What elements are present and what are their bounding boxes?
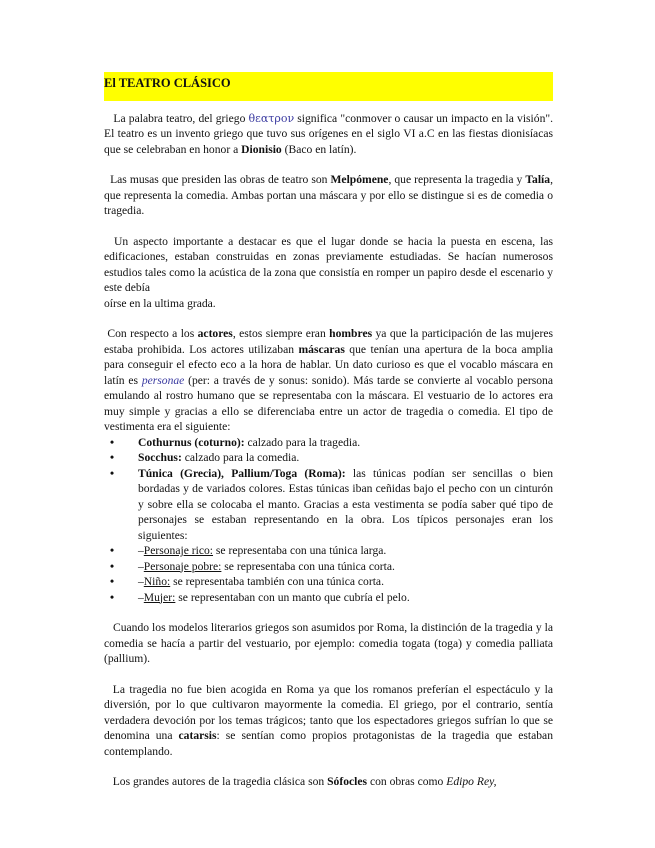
text: las túnicas podían ser sencillas o bien bordadas y de variados colores. Estas túnicas iban ceñidas bajo el pecho con un cinturón y sobre ella se colocaba el manto. Gracias a esta vestimenta se podía saber qué tipo de personajes se estaban representando en la obra. Los típicos personajes eran los siguientes: xyxy=(138,466,553,542)
text: se representaba con una túnica corta. xyxy=(221,559,395,573)
text: se representaba con una túnica larga. xyxy=(213,544,387,557)
text: , estos siempre eran xyxy=(232,327,330,340)
text: Con respecto a los xyxy=(107,327,198,340)
text: La palabra teatro, del griego xyxy=(113,111,249,125)
bold-term: máscaras xyxy=(298,342,345,356)
bullet-icon: • xyxy=(110,559,115,573)
italic-term: personae xyxy=(141,373,185,387)
bold-term: Melpómene xyxy=(330,173,389,186)
underlined-term: Personaje pobre: xyxy=(143,559,222,573)
list-item xyxy=(104,450,553,466)
dash: – xyxy=(138,575,144,588)
bullet-icon: • xyxy=(110,435,115,449)
text: que tenían una apertura de la boca amplia para conseguir el efecto eco a la hora de hablar. Un dato curioso es que el vocablo máscara en latín es xyxy=(104,342,553,387)
text: (Baco en latín). xyxy=(281,142,357,156)
bold-term: Dionisio xyxy=(241,142,282,156)
bullet-icon: • xyxy=(110,575,115,588)
text: Los grandes autores de la tragedia clásica son xyxy=(112,775,328,788)
dash: – xyxy=(138,590,144,604)
bullet-icon: • xyxy=(110,544,115,557)
paragraph-rome xyxy=(104,620,553,667)
paragraph-authors xyxy=(104,774,553,790)
bullet-icon: • xyxy=(110,451,115,464)
bold-term: catarsis xyxy=(178,729,217,742)
list-item xyxy=(104,559,553,575)
text: calzado para la comedia. xyxy=(181,451,300,464)
bold-term: Túnica (Grecia), Pallium/Toga (Roma): xyxy=(138,466,346,480)
paragraph-tragedy xyxy=(104,682,553,760)
text: Un aspecto importante a destacar es que el lugar donde se hacia la puesta en escena, las edificaciones, estaban construidas en zonas previamente estudiadas. Se hacían numerosos estudios tales como la acústica de la zona que consistía en romper un papiro desde el escenario y este debía xyxy=(104,234,553,294)
bullet-icon: • xyxy=(110,590,115,604)
paragraph-actors xyxy=(104,326,553,435)
text: oírse en la ultima grada. xyxy=(104,296,216,310)
underlined-term: Personaje rico: xyxy=(143,544,214,557)
costume-list xyxy=(104,435,553,606)
paragraph-acoustics xyxy=(104,234,553,296)
text: (per: a través de y sonus: sonido). Más tarde se convierte al vocablo persona emulando al rostro humano que se representaba con la máscara. El vestuario de lo actores era muy simple y gracias a ello se diferenciaba entre un actor de tragedia o comedia. El tipo de vestimenta era el siguiente: xyxy=(104,373,554,433)
text: con obras como xyxy=(367,775,447,788)
dash: – xyxy=(138,559,144,573)
text: La tragedia no fue bien acogida en Roma ya que los romanos preferían el espectáculo y la diversión, por lo que cultivaron mayormente la comedia. El griego, por el contrario, sentía verdadera devoción por los temas trágicos; tanto que los espectadores griegos sufrían lo que se denomina una xyxy=(104,682,554,742)
list-item xyxy=(104,466,553,544)
text: : se sentían como propios protagonistas de la tragedia que estaban contemplando. xyxy=(104,729,553,758)
text: Las musas que presiden las obras de teatro son xyxy=(110,173,331,186)
text: significa "conmover o causar un impacto en la visión". El teatro es un invento griego que tuvo sus orígenes en el siglo VI a.C en las fiestas dionisíacas que se celebraban en honor a xyxy=(104,111,554,156)
text: se representaban con un manto que cubría el pelo. xyxy=(175,590,410,604)
list-item xyxy=(104,543,553,559)
underlined-term: Mujer: xyxy=(143,590,176,604)
bold-term: Cothurnus (coturno): xyxy=(138,435,245,449)
text: Cuando los modelos literarios griegos son asumidos por Roma, la distinción de la tragedia y la comedia se hacía a partir del vestuario, por ejemplo: comedia togata (toga) y comedia palliata (pallium). xyxy=(104,621,553,665)
paragraph-acoustics-end xyxy=(104,296,553,312)
text: , que representa la comedia. Ambas portan una máscara y por ello se distingue si es de comedia o tragedia. xyxy=(104,173,553,217)
bullet-icon: • xyxy=(110,466,115,480)
bold-term: hombres xyxy=(329,327,373,340)
text: , que representa la tragedia y xyxy=(388,173,526,186)
greek-word: θεατρον xyxy=(248,111,295,125)
bold-term: Socchus: xyxy=(138,451,182,464)
underlined-term: Niño: xyxy=(143,575,171,588)
paragraph-muses xyxy=(104,172,553,219)
paragraph-origin xyxy=(104,111,553,158)
list-item xyxy=(104,435,553,451)
text: ya que la participación de las mujeres estaba prohibida. Los actores utilizaban xyxy=(104,327,553,356)
italic-term: Edipo Rey, xyxy=(446,775,497,788)
list-item xyxy=(104,574,553,590)
bold-term: Talía xyxy=(525,173,551,186)
bold-term: actores xyxy=(197,327,233,340)
text: se representaba también con una túnica corta. xyxy=(170,575,384,588)
dash: – xyxy=(138,544,144,557)
list-item xyxy=(104,590,553,606)
bold-term: Sófocles xyxy=(327,775,368,788)
text: calzado para la tragedia. xyxy=(244,435,361,449)
document-title: El TEATRO CLÁSICO xyxy=(104,72,553,101)
